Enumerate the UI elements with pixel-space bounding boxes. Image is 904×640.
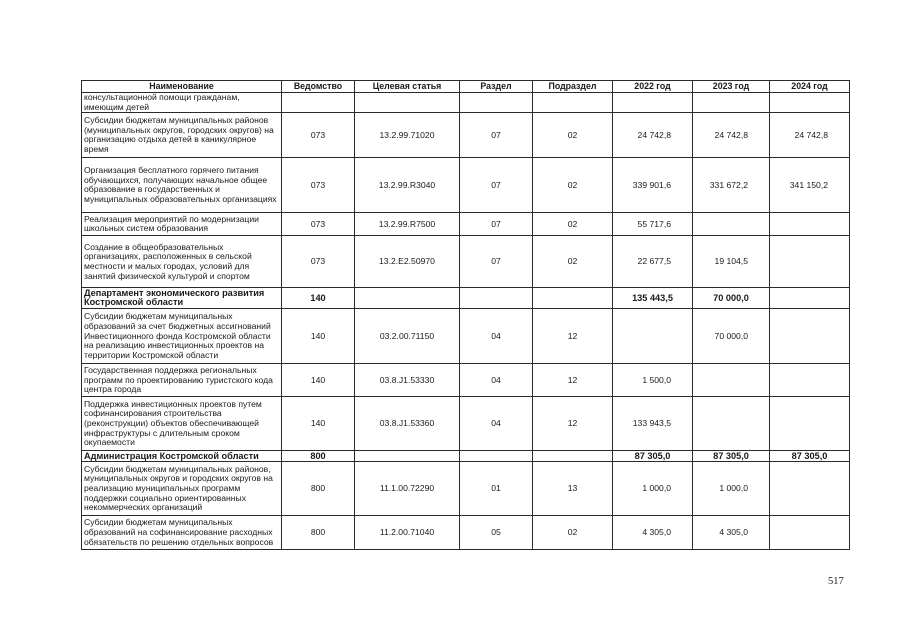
cell-agency: 073 — [282, 158, 355, 213]
cell-agency: 140 — [282, 288, 355, 309]
cell-2024 — [770, 236, 850, 288]
header-agency: Ведомство — [282, 81, 355, 93]
cell-target: 13.2.E2.50970 — [355, 236, 460, 288]
cell-2022: 4 305,0 — [613, 516, 693, 550]
cell-target — [355, 288, 460, 309]
cell-2022: 339 901,6 — [613, 158, 693, 213]
cell-2024 — [770, 397, 850, 451]
cell-2024 — [770, 364, 850, 397]
cell-2022 — [613, 309, 693, 364]
cell-2022: 135 443,5 — [613, 288, 693, 309]
cell-subsection: 02 — [533, 113, 613, 158]
cell-name: Департамент экономического развития Костромской области — [82, 288, 282, 309]
cell-agency: 073 — [282, 113, 355, 158]
cell-target: 13.2.99.R3040 — [355, 158, 460, 213]
cell-section — [460, 93, 533, 113]
table-row — [82, 462, 850, 516]
cell-2024 — [770, 93, 850, 113]
cell-section: 07 — [460, 113, 533, 158]
cell-section — [460, 451, 533, 462]
budget-table — [81, 80, 850, 550]
cell-section: 04 — [460, 309, 533, 364]
header-name: Наименование — [82, 81, 282, 93]
header-target: Целевая статья — [355, 81, 460, 93]
cell-target: 11.2.00.71040 — [355, 516, 460, 550]
cell-2023: 24 742,8 — [693, 113, 770, 158]
cell-2022: 22 677,5 — [613, 236, 693, 288]
cell-target — [355, 451, 460, 462]
cell-name: Государственная поддержка региональных программ по проектированию туристского кода центра города — [82, 364, 282, 397]
cell-agency: 140 — [282, 364, 355, 397]
table-row — [82, 236, 850, 288]
cell-2023: 19 104,5 — [693, 236, 770, 288]
cell-name: Субсидии бюджетам муниципальных районов, муниципальных округов и городских округов на реализацию муниципальных программ поддержки социально ориентированных некоммерческих организаций — [82, 462, 282, 516]
cell-section: 05 — [460, 516, 533, 550]
cell-target — [355, 93, 460, 113]
table-row — [82, 113, 850, 158]
cell-2022: 24 742,8 — [613, 113, 693, 158]
cell-target: 13.2.99.71020 — [355, 113, 460, 158]
cell-subsection — [533, 288, 613, 309]
table-row — [82, 364, 850, 397]
table-row — [82, 397, 850, 451]
cell-subsection: 02 — [533, 236, 613, 288]
cell-agency: 800 — [282, 451, 355, 462]
cell-name: Организация бесплатного горячего питания обучающихся, получающих начальное общее образование в государственных и муниципальных образовательных организациях — [82, 158, 282, 213]
cell-agency: 800 — [282, 516, 355, 550]
header-2022: 2022 год — [613, 81, 693, 93]
cell-target: 03.8.J1.53330 — [355, 364, 460, 397]
header-subsection: Подраздел — [533, 81, 613, 93]
cell-subsection: 13 — [533, 462, 613, 516]
cell-2023: 331 672,2 — [693, 158, 770, 213]
table-row — [82, 93, 850, 113]
cell-section: 01 — [460, 462, 533, 516]
cell-2023 — [693, 364, 770, 397]
cell-2024 — [770, 309, 850, 364]
cell-2024: 24 742,8 — [770, 113, 850, 158]
cell-subsection: 02 — [533, 158, 613, 213]
table-row — [82, 516, 850, 550]
cell-subsection — [533, 93, 613, 113]
cell-2023 — [693, 93, 770, 113]
cell-2022: 55 717,6 — [613, 213, 693, 236]
cell-target: 11.1.00.72290 — [355, 462, 460, 516]
cell-agency: 073 — [282, 213, 355, 236]
cell-section: 07 — [460, 213, 533, 236]
table-row — [82, 158, 850, 213]
cell-2024: 341 150,2 — [770, 158, 850, 213]
cell-agency: 140 — [282, 309, 355, 364]
table-body — [82, 93, 850, 550]
cell-agency — [282, 93, 355, 113]
table-header-row — [82, 81, 850, 93]
cell-2023 — [693, 397, 770, 451]
cell-2023: 87 305,0 — [693, 451, 770, 462]
cell-2024: 87 305,0 — [770, 451, 850, 462]
cell-target: 13.2.99.R7500 — [355, 213, 460, 236]
cell-subsection: 02 — [533, 516, 613, 550]
cell-2023: 1 000,0 — [693, 462, 770, 516]
cell-name: Создание в общеобразовательных организациях, расположенных в сельской местности и малых городах, условий для занятий физической культурой и спортом — [82, 236, 282, 288]
page-number: 517 — [828, 576, 844, 587]
cell-agency: 800 — [282, 462, 355, 516]
cell-agency: 140 — [282, 397, 355, 451]
cell-2023: 4 305,0 — [693, 516, 770, 550]
cell-2022: 1 500,0 — [613, 364, 693, 397]
table-row — [82, 213, 850, 236]
cell-name: Администрация Костромской области — [82, 451, 282, 462]
cell-name: Субсидии бюджетам муниципальных образований на софинансирование расходных обязательств по решению отдельных вопросов — [82, 516, 282, 550]
cell-target: 03.2.00.71150 — [355, 309, 460, 364]
table-row — [82, 288, 850, 309]
cell-section: 07 — [460, 236, 533, 288]
cell-name: Реализация мероприятий по модернизации школьных систем образования — [82, 213, 282, 236]
cell-2024 — [770, 516, 850, 550]
cell-subsection: 12 — [533, 397, 613, 451]
table-row — [82, 309, 850, 364]
cell-2024 — [770, 288, 850, 309]
cell-name: Субсидии бюджетам муниципальных районов (муниципальных округов, городских округов) на организацию отдыха детей в каникулярное время — [82, 113, 282, 158]
cell-2023 — [693, 213, 770, 236]
header-2024: 2024 год — [770, 81, 850, 93]
cell-target: 03.8.J1.53360 — [355, 397, 460, 451]
table-row — [82, 451, 850, 462]
cell-2022: 87 305,0 — [613, 451, 693, 462]
cell-name: Поддержка инвестиционных проектов путем софинансирования строительства (реконструкции) объектов обеспечивающей инфраструктуры с длительным сроком окупаемости — [82, 397, 282, 451]
cell-2023: 70 000,0 — [693, 288, 770, 309]
cell-2022: 1 000,0 — [613, 462, 693, 516]
cell-subsection: 02 — [533, 213, 613, 236]
cell-2024 — [770, 213, 850, 236]
cell-name: консультационной помощи гражданам, имеющим детей — [82, 93, 282, 113]
cell-2022: 133 943,5 — [613, 397, 693, 451]
cell-subsection: 12 — [533, 364, 613, 397]
cell-section: 04 — [460, 364, 533, 397]
cell-2024 — [770, 462, 850, 516]
header-2023: 2023 год — [693, 81, 770, 93]
header-section: Раздел — [460, 81, 533, 93]
cell-agency: 073 — [282, 236, 355, 288]
cell-2022 — [613, 93, 693, 113]
cell-subsection — [533, 451, 613, 462]
cell-section — [460, 288, 533, 309]
cell-section: 07 — [460, 158, 533, 213]
cell-2023: 70 000,0 — [693, 309, 770, 364]
cell-section: 04 — [460, 397, 533, 451]
cell-subsection: 12 — [533, 309, 613, 364]
cell-name: Субсидии бюджетам муниципальных образований за счет бюджетных ассигнований Инвестиционного фонда Костромской области на реализацию инвестиционных проектов на территории Костромской области — [82, 309, 282, 364]
